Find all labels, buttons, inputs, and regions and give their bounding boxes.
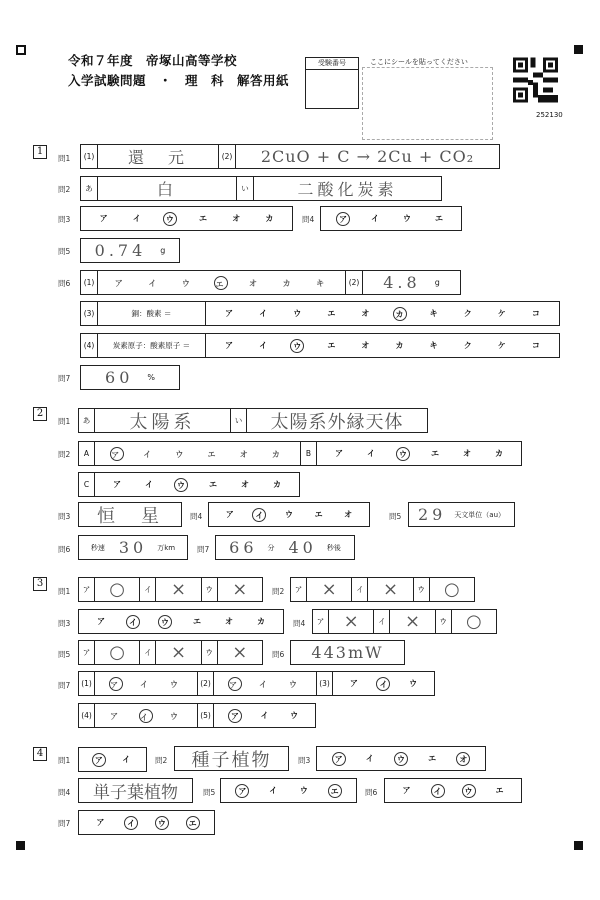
part-label: イ [140, 578, 156, 601]
choice-option-selected[interactable]: カ [393, 307, 407, 321]
choice-option-selected[interactable]: ウ [462, 784, 476, 798]
choice-option[interactable]: ク [463, 340, 472, 350]
choice-option[interactable]: エ [193, 616, 201, 626]
registration-mark [16, 45, 26, 55]
handwritten-answer[interactable]: 2CuO + C → 2Cu + CO₂ [260, 147, 475, 166]
choice-option[interactable]: オ [249, 277, 262, 288]
ratio-label: 炭素原子：酸素原子 ＝ [98, 334, 206, 357]
choice-option-selected[interactable]: イ [139, 709, 153, 723]
answer-box-s1-q5[interactable] [80, 238, 180, 263]
section-number: 3 [33, 577, 47, 591]
choice-option[interactable]: ウ [284, 509, 293, 519]
prefix-label: 秒速 [90, 543, 105, 552]
question-label: 問4 [293, 619, 306, 628]
part-label: B [301, 442, 317, 465]
choice-option[interactable]: オ [232, 213, 241, 223]
choice-option[interactable]: ア [335, 448, 343, 458]
choice-option[interactable]: オ [239, 448, 252, 459]
answer-box-s2-q3[interactable] [78, 502, 182, 527]
question-label: 問6 [365, 788, 378, 797]
choice-option[interactable]: エ [495, 785, 504, 795]
answer-box-s2-q1[interactable] [78, 408, 428, 433]
choice-option-selected[interactable]: ア [228, 677, 242, 691]
handwritten-answer[interactable]: 太陽系 [95, 409, 231, 432]
section-number: 4 [33, 747, 47, 761]
part-label: ウ [436, 610, 452, 633]
question-label: 問5 [58, 650, 71, 659]
handwritten-answer[interactable]: 二酸化炭素 [297, 180, 398, 199]
choice-group [206, 334, 559, 357]
part-label: ウ [414, 578, 430, 601]
answer-box-s3-q7[interactable] [78, 671, 435, 696]
handwritten-answer[interactable]: 30 [118, 538, 148, 557]
part-label: (2) [198, 672, 214, 695]
part-label: (4) [79, 704, 95, 727]
choice-option-selected[interactable]: ウ [163, 212, 177, 226]
part-label: (4) [81, 334, 98, 357]
question-label: 問6 [58, 279, 71, 288]
handwritten-answer[interactable]: 種子植物 [191, 749, 272, 771]
choice-option-selected[interactable]: ア [235, 784, 249, 798]
choice-option[interactable]: イ [260, 710, 269, 720]
choice-group [214, 704, 315, 727]
part-label: C [79, 473, 95, 496]
sticker-label: ここにシールを貼ってください [370, 58, 468, 66]
choice-option-selected[interactable]: ア [228, 709, 242, 723]
unit-label: 万km [157, 543, 176, 552]
choice-option-selected[interactable]: イ [376, 677, 390, 691]
answer-box-s4-q7[interactable] [78, 810, 215, 835]
part-label: イ [374, 610, 390, 633]
choice-option[interactable]: エ [209, 479, 217, 489]
choice-option-selected[interactable]: ア [336, 212, 350, 226]
part-label: イ [352, 578, 368, 601]
answer-box-s3-q6[interactable] [290, 640, 405, 665]
handwritten-answer[interactable]: 単子葉植物 [93, 783, 178, 803]
answer-box-s3-q1[interactable] [78, 577, 263, 602]
question-label: 問1 [58, 154, 71, 163]
answer-box-s1-q3[interactable] [80, 206, 293, 231]
choice-option-selected[interactable]: オ [456, 752, 470, 766]
answer-box-s2-q5[interactable] [408, 502, 515, 527]
answer-box-s4-q1[interactable] [78, 747, 147, 772]
choice-option[interactable]: オ [361, 340, 370, 350]
choice-option[interactable]: ア [402, 785, 411, 795]
choice-option[interactable]: カ [271, 448, 284, 459]
handwritten-answer[interactable]: 0.74 [94, 241, 147, 260]
handwritten-answer[interactable]: 443mW [311, 643, 384, 662]
part-label: (2) [219, 145, 236, 168]
answer-box-s4-q6[interactable] [384, 778, 522, 803]
handwritten-answer[interactable]: 還 元 [98, 145, 219, 168]
choice-option[interactable]: ウ [403, 213, 411, 223]
question-label: 問7 [197, 545, 210, 554]
choice-option-selected[interactable]: ア [109, 677, 123, 691]
choice-group [95, 447, 300, 461]
choice-option[interactable]: ケ [497, 340, 506, 350]
choice-option[interactable]: ウ [181, 277, 194, 288]
choice-option-selected[interactable]: ア [110, 447, 124, 461]
choice-option-selected[interactable]: ウ [394, 752, 408, 766]
part-label: い [231, 409, 247, 432]
choice-option-selected[interactable]: イ [252, 508, 266, 522]
choice-option-selected[interactable]: ウ [174, 478, 188, 492]
choice-option[interactable]: ア [114, 277, 127, 288]
answer-box-s3-q3[interactable] [78, 609, 284, 634]
part-label: ア [291, 578, 307, 601]
question-label: 問2 [58, 450, 71, 459]
choice-option[interactable]: エ [428, 753, 437, 763]
answer-box-s2-q4[interactable] [208, 502, 370, 527]
question-label: 問7 [58, 681, 71, 690]
registration-mark [574, 841, 583, 850]
choice-group [317, 442, 521, 465]
part-label: (3) [317, 672, 333, 695]
choice-option[interactable]: ウ [290, 710, 299, 720]
part-label: A [79, 442, 95, 465]
registration-mark [16, 841, 25, 850]
choice-option[interactable]: ア [99, 213, 108, 223]
exam-number-label: 受験番号 [306, 58, 358, 70]
choice-option-selected[interactable]: ウ [155, 816, 169, 830]
question-label: 問3 [298, 756, 311, 765]
choice-option[interactable]: カ [265, 213, 274, 223]
part-label: い [237, 177, 254, 200]
handwritten-mark[interactable]: × [232, 579, 248, 600]
unit-label: % [147, 373, 155, 382]
choice-option[interactable]: カ [257, 616, 265, 626]
part-label: ウ [202, 641, 218, 664]
choice-option-selected[interactable]: ウ [396, 447, 410, 461]
handwritten-mark[interactable]: × [232, 642, 248, 663]
handwritten-answer[interactable]: 29 [417, 505, 447, 524]
handwritten-answer[interactable]: 太陽系外縁天体 [270, 411, 404, 433]
qr-code [513, 57, 558, 103]
choice-option[interactable]: イ [140, 678, 152, 689]
question-label: 問1 [58, 756, 71, 765]
choice-option-selected[interactable]: ア [332, 752, 346, 766]
choice-option[interactable]: ウ [175, 448, 188, 459]
part-label: ア [79, 578, 95, 601]
choice-option[interactable]: ク [463, 308, 472, 318]
question-label: 問4 [190, 512, 203, 521]
choice-group [206, 302, 559, 325]
answer-box-s2-q2-c[interactable] [78, 472, 300, 497]
choice-option[interactable]: カ [273, 479, 281, 489]
choice-option[interactable]: オ [344, 509, 353, 519]
choice-option[interactable]: キ [316, 277, 329, 288]
choice-option[interactable]: オ [361, 308, 370, 318]
handwritten-answer[interactable]: 白 [98, 177, 237, 200]
unit-label: 秒後 [326, 543, 341, 552]
handwritten-minutes[interactable]: 66 [229, 538, 258, 557]
choice-option[interactable]: ア [225, 308, 234, 318]
choice-option[interactable]: エ [435, 213, 443, 223]
choice-option[interactable]: ケ [497, 308, 506, 318]
part-label: (5) [198, 704, 214, 727]
handwritten-mark[interactable]: ○ [443, 579, 460, 600]
choice-option-selected[interactable]: ウ [290, 339, 304, 353]
choice-option[interactable]: ア [225, 340, 234, 350]
handwritten-answer[interactable]: 60 [105, 368, 134, 387]
part-label: ア [313, 610, 329, 633]
question-label: 問3 [58, 512, 71, 521]
handwritten-mark[interactable]: ○ [95, 641, 140, 664]
choice-option[interactable]: エ [199, 213, 208, 223]
choice-option[interactable]: キ [429, 308, 438, 318]
choice-option[interactable]: イ [371, 213, 379, 223]
choice-group [321, 207, 461, 230]
question-label: 問5 [389, 512, 402, 521]
handwritten-mark[interactable]: × [156, 641, 201, 664]
question-label: 問6 [58, 545, 71, 554]
part-label: あ [79, 409, 95, 432]
choice-option[interactable]: カ [282, 277, 295, 288]
handwritten-mark[interactable]: × [307, 578, 352, 601]
ratio-label: 銅：酸素 ＝ [98, 302, 206, 325]
registration-mark [574, 45, 583, 54]
choice-group [95, 473, 299, 496]
handwritten-seconds[interactable]: 40 [288, 538, 317, 557]
choice-option[interactable]: エ [314, 509, 323, 519]
choice-group [81, 207, 292, 230]
choice-option[interactable]: イ [148, 277, 161, 288]
choice-group [98, 276, 345, 290]
choice-option-selected[interactable]: イ [431, 784, 445, 798]
answer-box-s1-q2[interactable] [80, 176, 442, 201]
question-label: 問7 [58, 819, 71, 828]
question-label: 問7 [58, 374, 71, 383]
part-label: ウ [202, 578, 218, 601]
choice-option[interactable]: ア [110, 710, 122, 721]
part-label: あ [81, 177, 98, 200]
question-label: 問3 [58, 619, 71, 628]
question-label: 問1 [58, 417, 71, 426]
handwritten-mark[interactable]: × [156, 578, 201, 601]
choice-option[interactable]: コ [531, 340, 540, 350]
title-line-2: 入学試験問題 ・ 理 科 解答用紙 [68, 73, 290, 88]
part-label: (3) [81, 302, 98, 325]
choice-group [95, 677, 197, 691]
choice-option[interactable]: イ [259, 340, 268, 350]
choice-option[interactable]: カ [395, 340, 404, 350]
choice-option[interactable]: イ [143, 448, 156, 459]
unit-label: 天文単位（au） [454, 510, 506, 519]
answer-box-s3-q7-b[interactable] [78, 703, 316, 728]
choice-group [79, 610, 283, 633]
choice-option-selected[interactable]: ア [92, 753, 106, 767]
choice-option-selected[interactable]: エ [328, 784, 342, 798]
answer-box-s1-q6-4[interactable] [80, 333, 560, 358]
choice-option-selected[interactable]: イ [124, 816, 138, 830]
answer-box-s4-q2[interactable] [174, 746, 289, 771]
answer-box-s2-q6[interactable] [78, 535, 188, 560]
section-number: 2 [33, 407, 47, 421]
choice-option[interactable]: イ [367, 448, 375, 458]
answer-box-s2-q2[interactable] [78, 441, 522, 466]
question-label: 問6 [272, 650, 285, 659]
answer-box-s4-q4[interactable] [78, 778, 193, 803]
choice-option[interactable]: イ [365, 753, 374, 763]
answer-box-s1-q6[interactable] [80, 270, 461, 295]
choice-option[interactable]: ア [96, 817, 105, 827]
choice-group [95, 709, 197, 723]
choice-group [317, 747, 485, 770]
choice-group [79, 748, 146, 771]
choice-option[interactable]: ウ [409, 678, 418, 688]
handwritten-mark[interactable]: × [329, 610, 374, 633]
choice-group [214, 677, 316, 691]
question-label: 問1 [58, 587, 71, 596]
part-label: ア [79, 641, 95, 664]
question-label: 問5 [203, 788, 216, 797]
choice-option[interactable]: イ [145, 479, 153, 489]
choice-option[interactable]: ア [349, 678, 358, 688]
section-number: 1 [33, 145, 47, 159]
choice-option[interactable]: イ [259, 678, 271, 689]
handwritten-mark[interactable]: × [390, 610, 435, 633]
choice-option-selected[interactable]: イ [126, 615, 140, 629]
answer-box-s1-q1[interactable] [80, 144, 500, 169]
choice-option[interactable]: イ [259, 308, 268, 318]
unit-label: 分 [267, 543, 275, 552]
choice-option[interactable]: エ [327, 308, 336, 318]
handwritten-answer[interactable]: 4.8 [383, 273, 421, 292]
unit-label: g [434, 278, 440, 287]
question-label: 問3 [58, 215, 71, 224]
question-label: 問2 [58, 185, 71, 194]
part-label: (1) [81, 145, 98, 168]
exam-number-box[interactable] [305, 57, 359, 109]
choice-option[interactable]: イ [122, 754, 131, 764]
title-line-1: 令和７年度 帝塚山高等学校 [68, 53, 238, 68]
choice-option[interactable]: ウ [170, 678, 182, 689]
answer-box-s1-q7[interactable] [80, 365, 180, 390]
choice-option[interactable]: ア [113, 479, 121, 489]
choice-group [221, 779, 356, 802]
choice-option[interactable]: エ [327, 340, 336, 350]
choice-option[interactable]: イ [269, 785, 278, 795]
choice-option[interactable]: イ [132, 213, 141, 223]
answer-box-s1-q6-3[interactable] [80, 301, 560, 326]
handwritten-answer[interactable]: 恒 星 [97, 505, 163, 527]
sheet-code: 252130 [536, 111, 563, 119]
choice-option-selected[interactable]: ウ [158, 615, 172, 629]
part-label: (2) [346, 271, 363, 294]
choice-option[interactable]: オ [241, 479, 249, 489]
unit-label: g [160, 246, 166, 255]
answer-box-s4-q3[interactable] [316, 746, 486, 771]
choice-option-selected[interactable]: エ [186, 816, 200, 830]
choice-group [79, 811, 214, 834]
choice-group [209, 503, 369, 526]
choice-option-selected[interactable]: エ [214, 276, 228, 290]
handwritten-mark[interactable]: ○ [95, 578, 140, 601]
choice-option[interactable]: ウ [289, 678, 301, 689]
question-label: 問2 [272, 587, 285, 596]
question-label: 問4 [58, 788, 71, 797]
choice-option[interactable]: ウ [293, 308, 302, 318]
choice-option[interactable]: ウ [170, 710, 182, 721]
part-label: (1) [79, 672, 95, 695]
question-label: 問2 [155, 756, 168, 765]
answer-box-s2-q7[interactable] [215, 535, 355, 560]
answer-box-s3-q2[interactable] [290, 577, 475, 602]
question-label: 問5 [58, 247, 71, 256]
choice-option[interactable]: キ [429, 340, 438, 350]
sticker-area [362, 67, 493, 140]
answer-box-s3-q5[interactable] [78, 640, 263, 665]
choice-group [333, 672, 434, 695]
choice-option[interactable]: コ [531, 308, 540, 318]
answer-box-s4-q5[interactable] [220, 778, 357, 803]
answer-box-s3-q4[interactable] [312, 609, 497, 634]
choice-option[interactable]: ア [225, 509, 234, 519]
choice-option[interactable]: ア [97, 616, 105, 626]
part-label: イ [140, 641, 156, 664]
choice-option[interactable]: カ [495, 448, 503, 458]
choice-option[interactable]: エ [207, 448, 220, 459]
handwritten-mark[interactable]: × [368, 578, 413, 601]
choice-option[interactable]: エ [431, 448, 439, 458]
choice-option[interactable]: ウ [299, 785, 308, 795]
choice-option[interactable]: オ [225, 616, 233, 626]
choice-option[interactable]: オ [463, 448, 471, 458]
part-label: (1) [81, 271, 98, 294]
question-label: 問4 [302, 215, 315, 224]
choice-group [385, 779, 521, 802]
handwritten-mark[interactable]: ○ [465, 611, 482, 632]
answer-box-s1-q4[interactable] [320, 206, 462, 231]
